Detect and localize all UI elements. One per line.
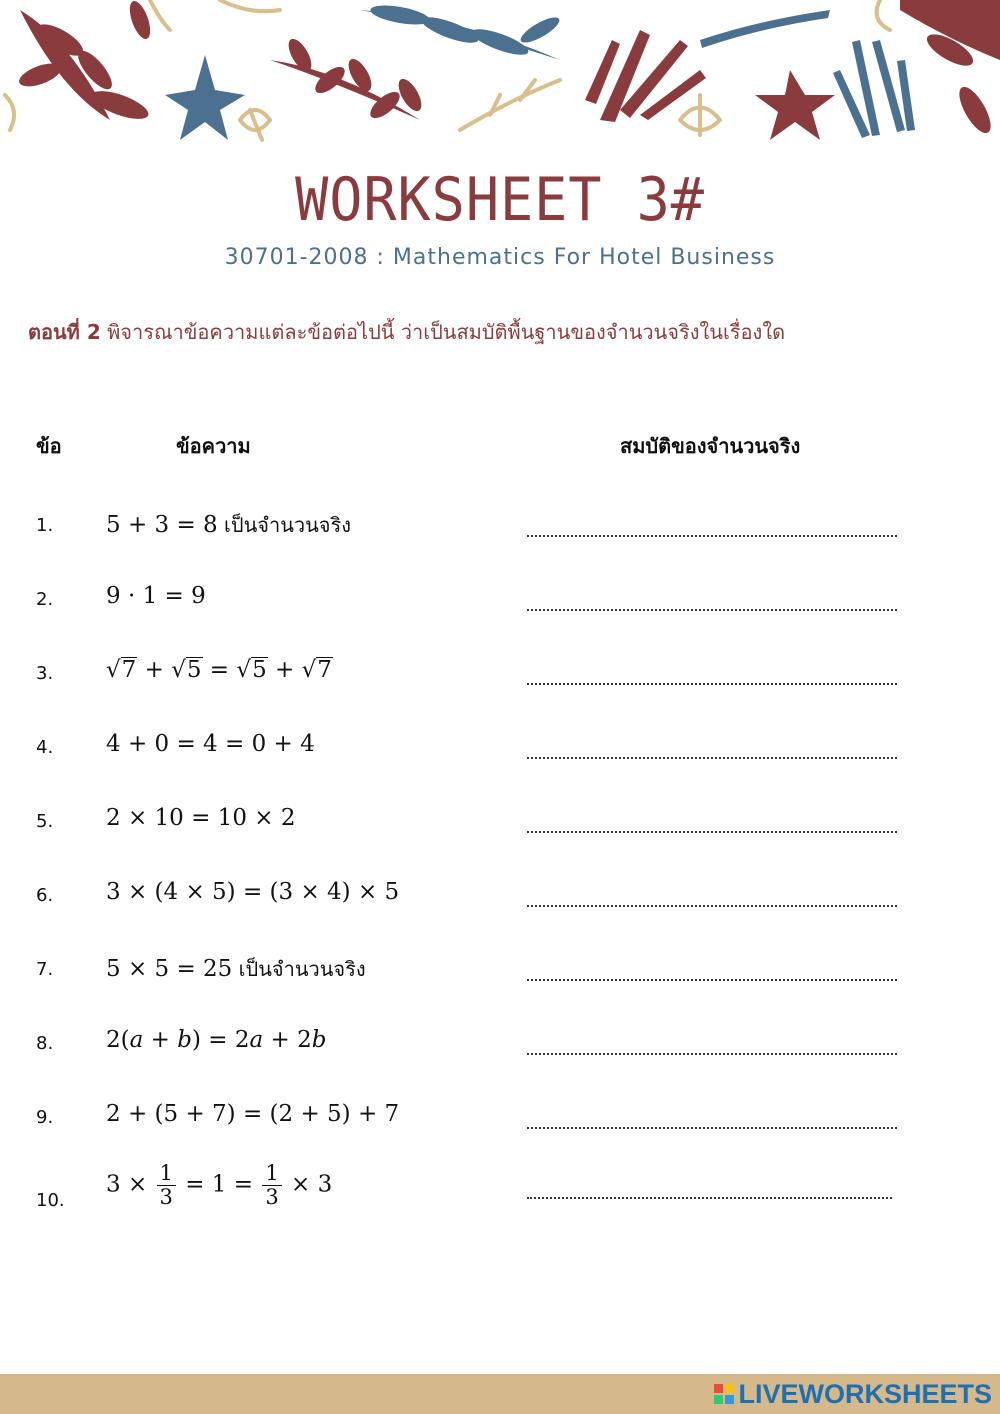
question-number: 9. [36,1107,54,1128]
liveworksheets-logo-icon [714,1384,734,1404]
answer-blank[interactable] [527,535,897,537]
instruction-text: พิจารณาข้อความแต่ละข้อต่อไปนี้ ว่าเป็นสมบัติพื้นฐานของจำนวนจริงในเรื่องใด [100,320,786,344]
question-expression: √7 + √5 = √5 + √7 [106,657,332,683]
liveworksheets-brand: LIVEWORKSHEETS [738,1378,992,1409]
column-header-number: ข้อ [36,434,62,458]
question-row [0,1161,1000,1232]
column-header-statement: ข้อความ [176,434,251,458]
answer-blank[interactable] [527,831,897,833]
question-number: 6. [36,885,54,906]
question-expression: 3 × (4 × 5) = (3 × 4) × 5 [106,879,400,905]
answer-blank[interactable] [527,609,897,611]
question-row [0,941,1000,1001]
answer-blank[interactable] [527,905,897,907]
question-number: 3. [36,663,54,684]
answer-blank[interactable] [527,1197,892,1199]
answer-blank[interactable] [527,1053,897,1055]
question-row [0,645,1000,705]
question-expression: 4 + 0 = 4 = 0 + 4 [106,731,315,757]
question-row [0,571,1000,631]
liveworksheets-logo[interactable] [714,1378,992,1410]
question-number: 5. [36,811,54,832]
question-row [0,867,1000,927]
question-row [0,719,1000,779]
question-expression: 2 + (5 + 7) = (2 + 5) + 7 [106,1101,400,1127]
answer-blank[interactable] [527,683,897,685]
question-row [0,1089,1000,1149]
answer-blank[interactable] [527,757,897,759]
question-expression: 9 · 1 = 9 [106,583,206,609]
answer-blank[interactable] [527,1127,897,1129]
question-number: 10. [36,1190,65,1211]
question-number: 8. [36,1033,54,1054]
question-number: 7. [36,959,54,980]
question-expression: 2(a + b) = 2a + 2b [106,1027,327,1053]
question-expression: 5 × 5 = 25 เป็นจำนวนจริง [106,956,366,982]
instruction-part-label: ตอนที่ 2 [28,320,101,344]
question-row [0,497,1000,557]
question-row [0,793,1000,853]
column-header-property: สมบัติของจำนวนจริง [620,434,801,458]
question-expression: 3 × $\frac{1}{3}$ = 1 = $\frac{1}{3}$ × 3 [106,1161,333,1210]
question-number: 1. [36,515,54,536]
question-number: 2. [36,589,54,610]
question-expression: 5 + 3 = 8 เป็นจำนวนจริง [106,512,351,538]
instruction [28,316,988,348]
question-expression: 2 × 10 = 10 × 2 [106,805,296,831]
answer-blank[interactable] [527,979,897,981]
question-row [0,1015,1000,1075]
floral-decoration [0,0,1000,160]
course-subtitle: 30701-2008 : Mathematics For Hotel Business [224,245,776,270]
page-title: WORKSHEET 3# [295,165,705,235]
question-number: 4. [36,737,54,758]
